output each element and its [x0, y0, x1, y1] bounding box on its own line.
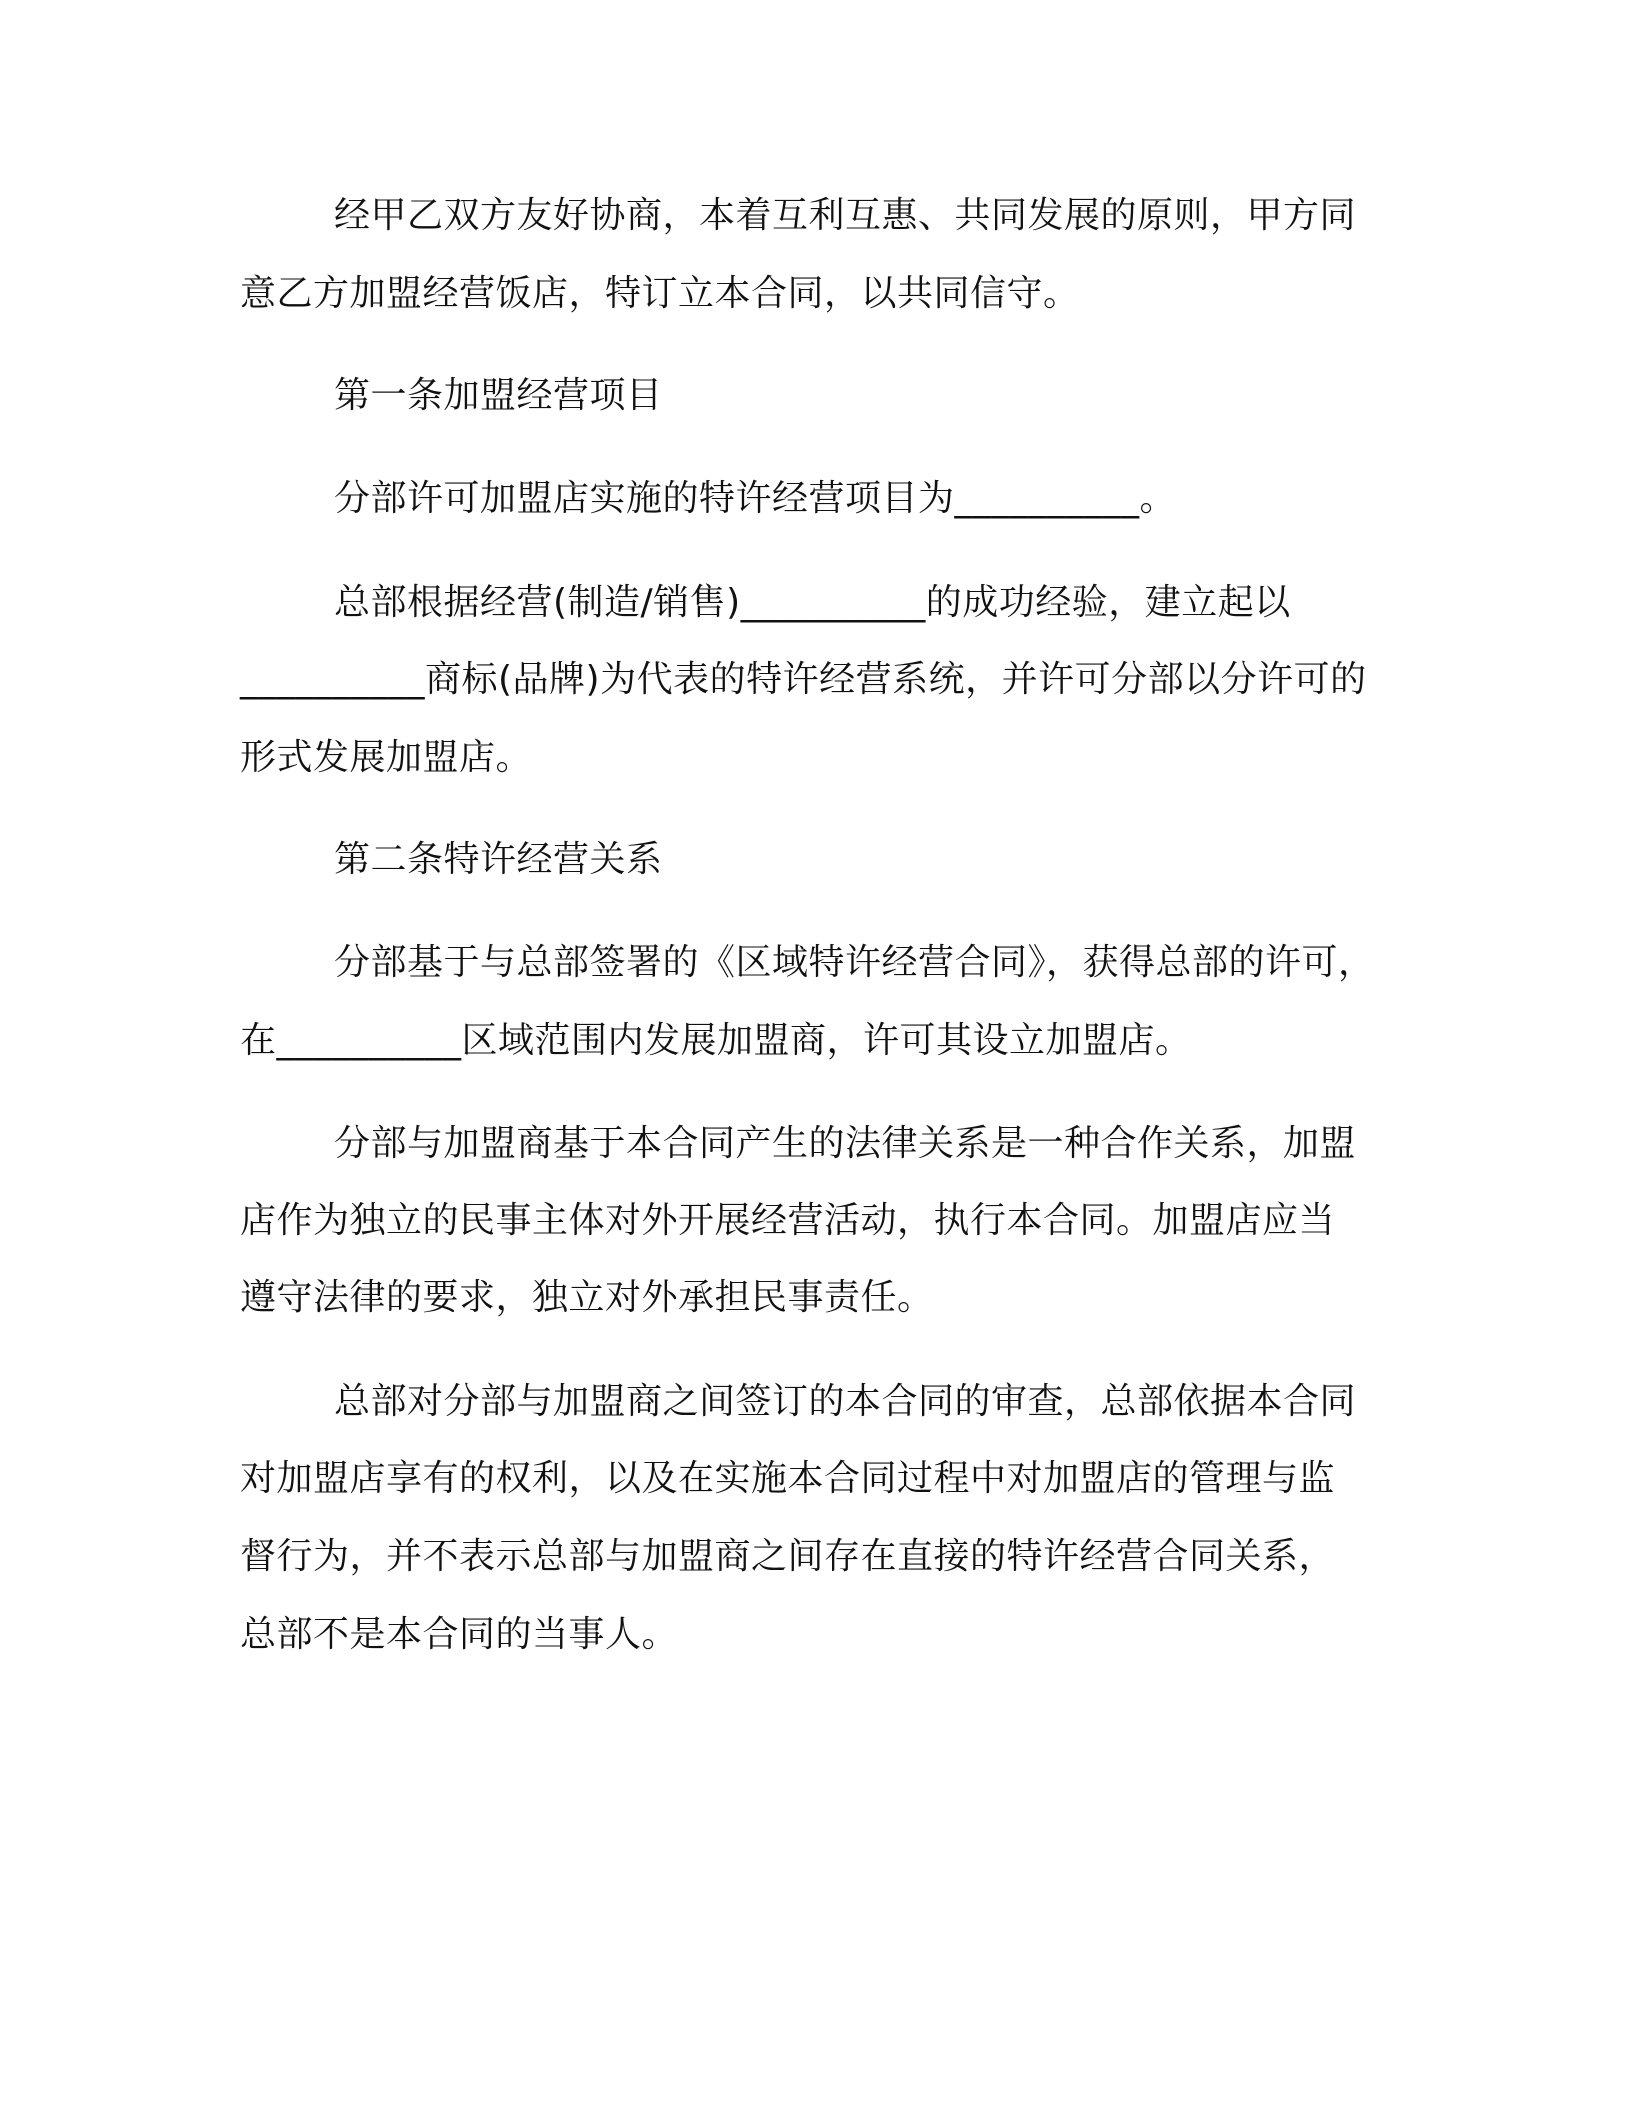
text-line: 对加盟店享有的权利，以及在实施本合同过程中对加盟店的管理与监 — [240, 1458, 1336, 1499]
text-line: 店作为独立的民事主体对外开展经营活动，执行本合同。加盟店应当 — [240, 1200, 1336, 1241]
text-line: 经甲乙双方友好协商，本着互利互惠、共同发展的原则，甲方同 — [334, 195, 1357, 236]
section-heading: 第二条特许经营关系 — [334, 839, 663, 880]
text-line: 分部基于与总部签署的《区域特许经营合同》，获得总部的许可， — [334, 942, 1375, 983]
text-line: 督行为，并不表示总部与加盟商之间存在直接的特许经营合同关系， — [240, 1536, 1336, 1577]
text-line: 分部许可加盟店实施的特许经营项目为__________。 — [334, 478, 1177, 519]
text-line: __________商标(品牌)为代表的特许经营系统，并许可分部以分许可的 — [240, 659, 1367, 700]
text-line: 遵守法律的要求，独立对外承担民事责任。 — [240, 1277, 934, 1318]
text-line: 意乙方加盟经营饭店，特订立本合同，以共同信守。 — [240, 273, 1080, 314]
text-line: 总部根据经营(制造/销售)__________的成功经验，建立起以 — [334, 582, 1291, 623]
text-line: 总部不是本合同的当事人。 — [240, 1614, 679, 1655]
text-line: 总部对分部与加盟商之间签订的本合同的审查，总部依据本合同 — [334, 1381, 1357, 1422]
text-line: 在__________区域范围内发展加盟商，许可其设立加盟店。 — [240, 1020, 1192, 1061]
text-line: 分部与加盟商基于本合同产生的法律关系是一种合作关系，加盟 — [334, 1123, 1357, 1164]
section-heading: 第一条加盟经营项目 — [334, 375, 663, 416]
text-line: 形式发展加盟店。 — [240, 737, 533, 778]
